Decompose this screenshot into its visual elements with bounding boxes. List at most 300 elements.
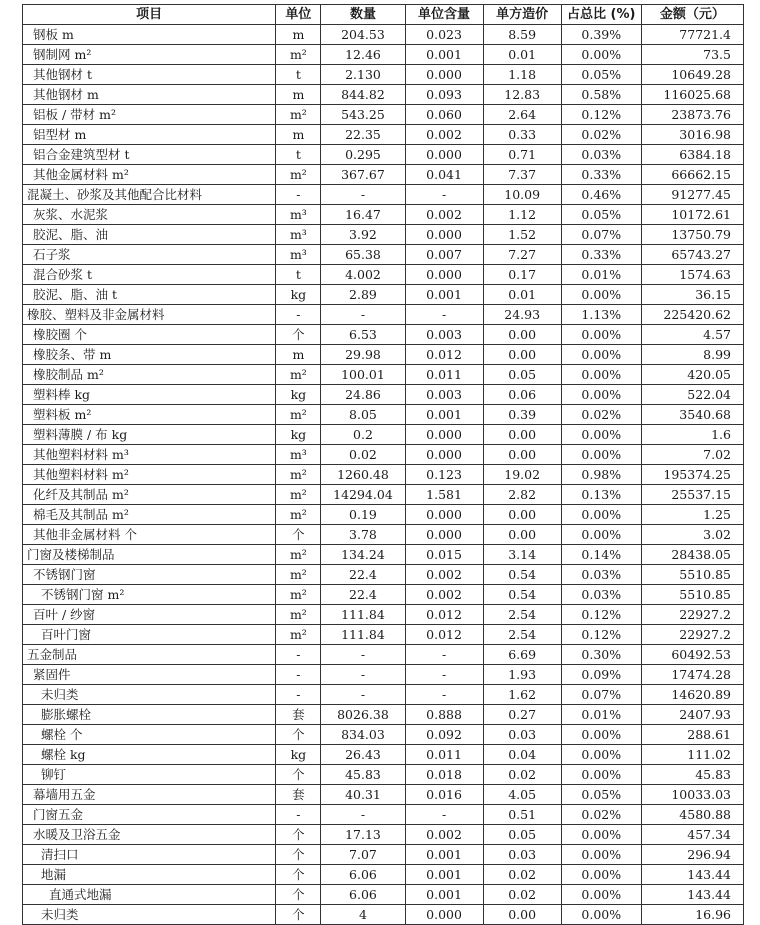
cell-unit-cost: 0.27 [483,705,561,725]
cell-percentage: 0.00% [561,885,641,905]
cell-unit-cost: 10.09 [483,185,561,205]
cell-unit-cost: 3.14 [483,545,561,565]
cell-unit-cost: 0.00 [483,905,561,925]
table-row [23,785,744,805]
material-cost-table [22,4,744,925]
cell-unit-cost: 0.00 [483,325,561,345]
table-body [23,25,744,925]
cell-unit-cost: 8.59 [483,25,561,45]
cell-unit: m² [276,545,321,565]
cell-unit: 个 [276,525,321,545]
cell-unit: 个 [276,885,321,905]
cell-unit: m [276,125,321,145]
cell-quantity: - [321,685,405,705]
cell-percentage: 0.02% [561,125,641,145]
cell-unit: - [276,305,321,325]
cell-amount: 3540.68 [641,405,743,425]
cell-unit: m² [276,505,321,525]
cell-percentage: 0.05% [561,205,641,225]
cell-unit-cost: 0.05 [483,365,561,385]
cell-percentage: 0.00% [561,365,641,385]
cell-quantity: 17.13 [321,825,405,845]
cell-item-name: 其他钢材 m [23,85,276,105]
table-row [23,525,744,545]
table-row [23,625,744,645]
cell-quantity: 111.84 [321,625,405,645]
table-row [23,105,744,125]
cell-unit-content: 0.000 [405,145,483,165]
table-row [23,605,744,625]
cell-amount: 6384.18 [641,145,743,165]
cell-unit: m³ [276,445,321,465]
cell-item-name: 清扫口 [23,845,276,865]
cell-unit-content: 0.000 [405,505,483,525]
cell-percentage: 0.46% [561,185,641,205]
table-row [23,85,744,105]
cell-amount: 4580.88 [641,805,743,825]
cell-unit-content: 0.016 [405,785,483,805]
cell-percentage: 0.00% [561,345,641,365]
table-header-row [23,5,744,25]
table-row [23,865,744,885]
cell-unit: kg [276,425,321,445]
header-unit-content: 单位含量 [405,5,483,25]
cell-unit: m² [276,585,321,605]
cell-quantity: 0.2 [321,425,405,445]
cell-unit-content: 0.092 [405,725,483,745]
cell-quantity: 8.05 [321,405,405,425]
cell-percentage: 0.00% [561,765,641,785]
cell-amount: 10172.61 [641,205,743,225]
cell-percentage: 0.03% [561,585,641,605]
cell-unit-content: 0.000 [405,65,483,85]
cell-unit-cost: 24.93 [483,305,561,325]
table-row [23,125,744,145]
cell-item-name: 胶泥、脂、油 t [23,285,276,305]
cell-quantity: 12.46 [321,45,405,65]
cell-unit: m² [276,565,321,585]
cell-percentage: 0.00% [561,285,641,305]
cell-amount: 457.34 [641,825,743,845]
table-row [23,25,744,45]
cell-unit: - [276,805,321,825]
cell-unit-content: - [405,685,483,705]
cell-quantity: 100.01 [321,365,405,385]
cell-percentage: 0.03% [561,145,641,165]
cell-item-name: 门窗五金 [23,805,276,825]
cell-unit-cost: 0.71 [483,145,561,165]
cell-percentage: 0.00% [561,825,641,845]
cell-unit-content: - [405,665,483,685]
cell-unit-cost: 1.93 [483,665,561,685]
cell-unit: m [276,85,321,105]
cell-percentage: 0.07% [561,685,641,705]
cell-unit-cost: 1.18 [483,65,561,85]
header-amount: 金额（元） [641,5,743,25]
cell-quantity: 40.31 [321,785,405,805]
cell-amount: 225420.62 [641,305,743,325]
cell-unit-cost: 0.54 [483,585,561,605]
cell-unit-cost: 0.17 [483,265,561,285]
cell-item-name: 其他非金属材料 个 [23,525,276,545]
table-row [23,765,744,785]
cell-amount: 17474.28 [641,665,743,685]
cell-amount: 22927.2 [641,605,743,625]
table-row [23,45,744,65]
cell-amount: 36.15 [641,285,743,305]
cell-unit-cost: 2.64 [483,105,561,125]
cell-unit: - [276,185,321,205]
cell-unit-content: 0.093 [405,85,483,105]
cell-percentage: 0.12% [561,605,641,625]
cell-unit: 个 [276,325,321,345]
cell-quantity: 22.35 [321,125,405,145]
cell-unit-cost: 19.02 [483,465,561,485]
cell-percentage: 0.30% [561,645,641,665]
table-row [23,245,744,265]
table-row [23,585,744,605]
table-row [23,845,744,865]
cell-unit-cost: 4.05 [483,785,561,805]
cell-amount: 195374.25 [641,465,743,485]
cell-percentage: 0.14% [561,545,641,565]
cell-item-name: 铝型材 m [23,125,276,145]
cell-percentage: 0.00% [561,745,641,765]
cell-quantity: - [321,665,405,685]
cell-unit: m² [276,45,321,65]
cell-unit: 套 [276,705,321,725]
header-unit: 单位 [276,5,321,25]
cell-unit: m² [276,405,321,425]
table-row [23,885,744,905]
cell-item-name: 橡胶制品 m² [23,365,276,385]
cell-unit: t [276,265,321,285]
table-row [23,345,744,365]
cell-percentage: 0.03% [561,565,641,585]
cell-unit: - [276,665,321,685]
cell-unit: m [276,25,321,45]
cell-item-name: 其他塑料材料 m² [23,465,276,485]
cell-item-name: 橡胶圈 个 [23,325,276,345]
cell-unit-content: 0.001 [405,865,483,885]
cell-item-name: 混合砂浆 t [23,265,276,285]
table-row [23,325,744,345]
cell-percentage: 0.39% [561,25,641,45]
cell-unit-content: 0.000 [405,905,483,925]
cell-quantity: 29.98 [321,345,405,365]
cell-unit-cost: 0.39 [483,405,561,425]
cell-unit: kg [276,745,321,765]
cell-unit: kg [276,385,321,405]
cell-unit-content: 0.002 [405,565,483,585]
cell-amount: 14620.89 [641,685,743,705]
table-row [23,205,744,225]
cell-amount: 111.02 [641,745,743,765]
cell-percentage: 1.13% [561,305,641,325]
cell-percentage: 0.00% [561,385,641,405]
cell-percentage: 0.01% [561,705,641,725]
cell-item-name: 胶泥、脂、油 [23,225,276,245]
cell-item-name: 其他金属材料 m² [23,165,276,185]
table-row [23,825,744,845]
cell-unit-cost: 0.03 [483,725,561,745]
cell-item-name: 塑料板 m² [23,405,276,425]
cell-unit: 个 [276,765,321,785]
cell-unit-content: 0.000 [405,445,483,465]
table-row [23,285,744,305]
cell-unit-content: 0.023 [405,25,483,45]
header-item: 项目 [23,5,276,25]
cell-unit-content: 0.002 [405,125,483,145]
table-row [23,485,744,505]
cell-quantity: 4 [321,905,405,925]
cell-unit-content: 0.002 [405,825,483,845]
cell-percentage: 0.13% [561,485,641,505]
cell-percentage: 0.00% [561,905,641,925]
cell-unit-cost: 0.01 [483,285,561,305]
cell-unit-cost: 12.83 [483,85,561,105]
cell-item-name: 灰浆、水泥浆 [23,205,276,225]
cell-unit-content: 0.001 [405,45,483,65]
cell-unit-content: 0.041 [405,165,483,185]
cell-unit-cost: 7.27 [483,245,561,265]
cell-quantity: 111.84 [321,605,405,625]
cell-quantity: - [321,305,405,325]
cell-percentage: 0.09% [561,665,641,685]
table-row [23,265,744,285]
cell-unit-cost: 2.82 [483,485,561,505]
cell-unit-cost: 0.54 [483,565,561,585]
cell-unit: 个 [276,845,321,865]
cell-amount: 25537.15 [641,485,743,505]
cell-item-name: 铝板 / 带材 m² [23,105,276,125]
table-row [23,705,744,725]
cell-quantity: 0.295 [321,145,405,165]
cell-unit-content: 0.015 [405,545,483,565]
cell-amount: 1.6 [641,425,743,445]
cell-unit-cost: 0.00 [483,505,561,525]
cell-unit-content: 0.001 [405,845,483,865]
cell-unit: t [276,145,321,165]
cell-amount: 5510.85 [641,565,743,585]
cell-unit-content: 0.012 [405,625,483,645]
cell-amount: 13750.79 [641,225,743,245]
cell-item-name: 混凝土、砂浆及其他配合比材料 [23,185,276,205]
cell-unit-cost: 0.01 [483,45,561,65]
cell-unit-cost: 0.05 [483,825,561,845]
cell-percentage: 0.00% [561,865,641,885]
cell-item-name: 螺栓 个 [23,725,276,745]
cell-quantity: 7.07 [321,845,405,865]
cell-unit-content: 0.000 [405,265,483,285]
table-row [23,305,744,325]
cell-percentage: 0.00% [561,725,641,745]
cell-amount: 288.61 [641,725,743,745]
table-row [23,665,744,685]
cell-amount: 3.02 [641,525,743,545]
cell-percentage: 0.58% [561,85,641,105]
cell-item-name: 紧固件 [23,665,276,685]
cell-amount: 143.44 [641,865,743,885]
cell-unit-content: 0.003 [405,325,483,345]
cell-unit-content: 0.060 [405,105,483,125]
table-row [23,385,744,405]
table-row [23,165,744,185]
cell-quantity: 8026.38 [321,705,405,725]
cell-amount: 23873.76 [641,105,743,125]
table-row [23,565,744,585]
cell-quantity: 4.002 [321,265,405,285]
cell-unit-content: 0.011 [405,745,483,765]
header-unit-cost: 单方造价 [483,5,561,25]
cell-unit: 个 [276,725,321,745]
cell-unit-content: - [405,805,483,825]
cell-quantity: - [321,645,405,665]
cell-amount: 7.02 [641,445,743,465]
table-row [23,805,744,825]
cell-item-name: 钢制网 m² [23,45,276,65]
cell-item-name: 其他塑料材料 m³ [23,445,276,465]
table-row [23,505,744,525]
table-row [23,545,744,565]
cell-item-name: 水暖及卫浴五金 [23,825,276,845]
cell-unit-content: 0.000 [405,525,483,545]
cell-unit-content: 0.000 [405,425,483,445]
cell-unit-cost: 0.00 [483,445,561,465]
cell-unit-content: - [405,645,483,665]
table-row [23,405,744,425]
cell-quantity: 834.03 [321,725,405,745]
cell-unit: m³ [276,245,321,265]
cell-unit-cost: 0.00 [483,345,561,365]
cell-unit: m² [276,625,321,645]
cell-amount: 66662.15 [641,165,743,185]
cell-unit: 个 [276,825,321,845]
cell-unit: 套 [276,785,321,805]
cell-unit-content: 0.123 [405,465,483,485]
cell-amount: 420.05 [641,365,743,385]
cell-unit-content: 0.888 [405,705,483,725]
cell-unit: t [276,65,321,85]
table-row [23,465,744,485]
cell-quantity: 26.43 [321,745,405,765]
cell-amount: 1574.63 [641,265,743,285]
header-quantity: 数量 [321,5,405,25]
cell-item-name: 不锈钢门窗 m² [23,585,276,605]
cell-unit-cost: 1.62 [483,685,561,705]
cell-amount: 60492.53 [641,645,743,665]
table-row [23,725,744,745]
cell-item-name: 未归类 [23,685,276,705]
cell-unit: kg [276,285,321,305]
cell-item-name: 橡胶条、带 m [23,345,276,365]
cell-item-name: 直通式地漏 [23,885,276,905]
cell-amount: 45.83 [641,765,743,785]
cell-quantity: 1260.48 [321,465,405,485]
cell-unit-content: - [405,185,483,205]
cell-quantity: 134.24 [321,545,405,565]
cell-quantity: 16.47 [321,205,405,225]
cell-amount: 3016.98 [641,125,743,145]
cell-quantity: 3.78 [321,525,405,545]
cell-quantity: 3.92 [321,225,405,245]
cell-quantity: 2.130 [321,65,405,85]
cell-percentage: 0.01% [561,265,641,285]
cell-amount: 5510.85 [641,585,743,605]
table-row [23,185,744,205]
cell-unit-content: 0.018 [405,765,483,785]
cell-unit-content: 0.012 [405,345,483,365]
header-percentage: 占总比 (%) [561,5,641,25]
cell-percentage: 0.12% [561,105,641,125]
cost-table-container [22,4,744,925]
cell-percentage: 0.00% [561,525,641,545]
cell-amount: 28438.05 [641,545,743,565]
cell-unit-content: 0.002 [405,205,483,225]
cell-unit-cost: 2.54 [483,625,561,645]
cell-unit: m² [276,465,321,485]
cell-amount: 73.5 [641,45,743,65]
cell-quantity: 45.83 [321,765,405,785]
cell-percentage: 0.12% [561,625,641,645]
table-row [23,905,744,925]
cell-quantity: 543.25 [321,105,405,125]
cell-unit: m³ [276,225,321,245]
table-row [23,225,744,245]
cell-unit-content: 1.581 [405,485,483,505]
cell-percentage: 0.00% [561,445,641,465]
cell-quantity: 6.06 [321,865,405,885]
cell-unit: 个 [276,865,321,885]
cell-quantity: 6.53 [321,325,405,345]
cell-unit-cost: 1.52 [483,225,561,245]
cell-percentage: 0.02% [561,805,641,825]
cell-amount: 16.96 [641,905,743,925]
cell-item-name: 石子浆 [23,245,276,265]
cell-unit-content: 0.002 [405,585,483,605]
cell-unit: m³ [276,205,321,225]
cell-amount: 8.99 [641,345,743,365]
cell-quantity: 0.02 [321,445,405,465]
cell-amount: 296.94 [641,845,743,865]
cell-item-name: 螺栓 kg [23,745,276,765]
cell-item-name: 不锈钢门窗 [23,565,276,585]
cell-amount: 1.25 [641,505,743,525]
cell-item-name: 地漏 [23,865,276,885]
cell-amount: 10033.03 [641,785,743,805]
table-row [23,745,744,765]
cell-percentage: 0.05% [561,785,641,805]
cell-quantity: 0.19 [321,505,405,525]
cell-unit-content: 0.000 [405,225,483,245]
cell-amount: 143.44 [641,885,743,905]
cell-percentage: 0.00% [561,845,641,865]
cell-unit-cost: 0.02 [483,765,561,785]
cell-percentage: 0.00% [561,45,641,65]
cell-item-name: 钢板 m [23,25,276,45]
cell-amount: 116025.68 [641,85,743,105]
cell-percentage: 0.00% [561,425,641,445]
cell-item-name: 塑料薄膜 / 布 kg [23,425,276,445]
cell-unit-cost: 2.54 [483,605,561,625]
cell-item-name: 膨胀螺栓 [23,705,276,725]
cell-item-name: 百叶门窗 [23,625,276,645]
cell-unit-content: 0.012 [405,605,483,625]
cell-unit: 个 [276,905,321,925]
cell-percentage: 0.33% [561,245,641,265]
cell-amount: 2407.93 [641,705,743,725]
cell-amount: 4.57 [641,325,743,345]
